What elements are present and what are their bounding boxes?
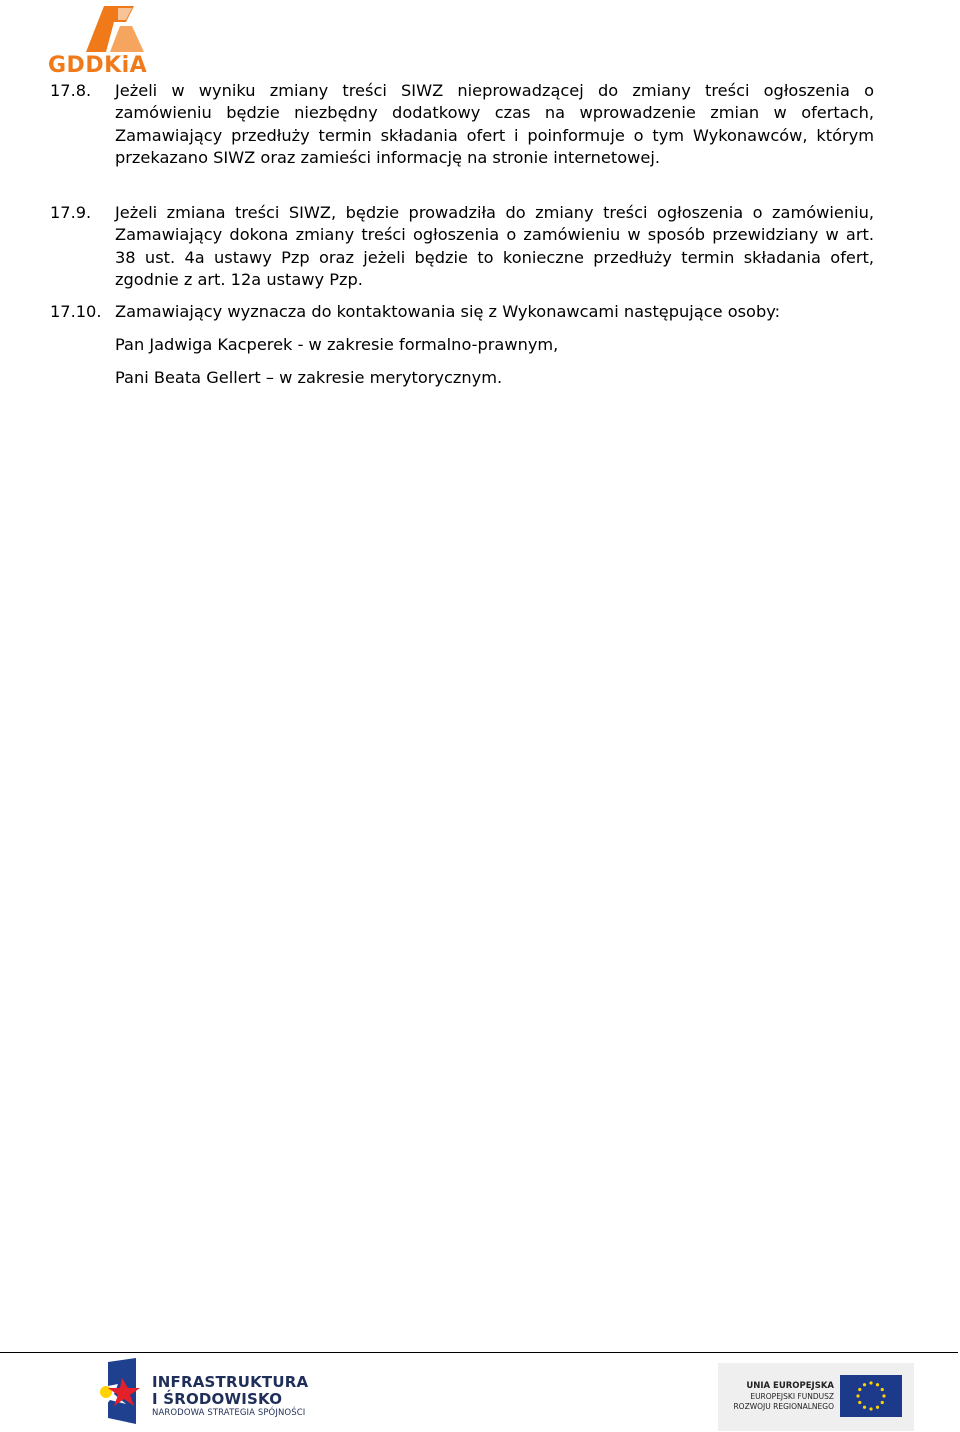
section-number: 17.8. — [50, 81, 92, 100]
eu-star-icon — [881, 1401, 884, 1404]
eu-star-icon — [858, 1401, 861, 1404]
nss-emblem-icon — [96, 1358, 152, 1424]
eu-star-icon — [863, 1406, 866, 1409]
logo-line-3: NARODOWA STRATEGIA SPÓJNOŚCI — [152, 1408, 306, 1418]
eu-star-icon — [876, 1406, 879, 1409]
infrastruktura-srodowisko-logo — [96, 1358, 309, 1424]
eu-logo-line-3: ROZWOJU REGIONALNEGO — [733, 1402, 834, 1411]
eu-erdf-logo — [718, 1363, 914, 1431]
eu-star-icon — [881, 1388, 884, 1391]
gddkia-wordmark: GDDKiA — [48, 53, 148, 78]
eu-star-icon — [876, 1383, 879, 1386]
section-17-10 — [50, 301, 874, 323]
eu-flag-icon — [840, 1375, 902, 1417]
footer-divider — [0, 1352, 958, 1353]
contact-person-formal: Pan Jadwiga Kacperek - w zakresie formalno-prawnym, — [115, 335, 559, 354]
section-17-8 — [50, 80, 874, 169]
gddkia-emblem-icon — [48, 4, 172, 56]
eu-star-icon — [856, 1394, 859, 1397]
section-text: Zamawiający wyznacza do kontaktowania się z Wykonawcami następujące osoby: — [115, 302, 781, 321]
logo-line-1: INFRASTRUKTURA — [152, 1373, 309, 1391]
contact-person-technical: Pani Beata Gellert – w zakresie merytorycznym. — [115, 368, 503, 387]
section-text: Jeżeli w wyniku zmiany treści SIWZ nieprowadzącej do zmiany treści ogłoszenia o zamówieniu będzie niezbędny dodatkowy czas na wprowadzenie zmian w ofertach, Zamawiający przedłuży termin składania ofert i poinformuje o tym Wykonawców, którym przekazano SIWZ oraz zamieści informację na stronie internetowej. — [115, 81, 874, 167]
section-text: Jeżeli zmiana treści SIWZ, będzie prowadziła do zmiany treści ogłoszenia o zamówieniu, Zamawiający dokona zmiany treści ogłoszenia o zamówieniu w sposób przewidziany w art. 38 ust. 4a ustawy Pzp oraz jeżeli będzie to konieczne przedłuży termin składania ofert, zgodnie z art. 12a ustawy Pzp. — [115, 203, 874, 289]
eu-star-icon — [863, 1383, 866, 1386]
logo-line-2: I ŚRODOWISKO — [152, 1390, 283, 1408]
section-number: 17.10. — [50, 302, 102, 321]
eu-logo-line-2: EUROPEJSKI FUNDUSZ — [750, 1392, 834, 1401]
eu-star-icon — [869, 1407, 872, 1410]
eu-star-icon — [858, 1388, 861, 1391]
section-17-9 — [50, 202, 874, 291]
eu-star-icon — [869, 1381, 872, 1384]
eu-star-icon — [882, 1394, 885, 1397]
section-number: 17.9. — [50, 203, 92, 222]
gddkia-logo — [48, 4, 172, 78]
eu-logo-line-1: UNIA EUROPEJSKA — [746, 1381, 834, 1391]
